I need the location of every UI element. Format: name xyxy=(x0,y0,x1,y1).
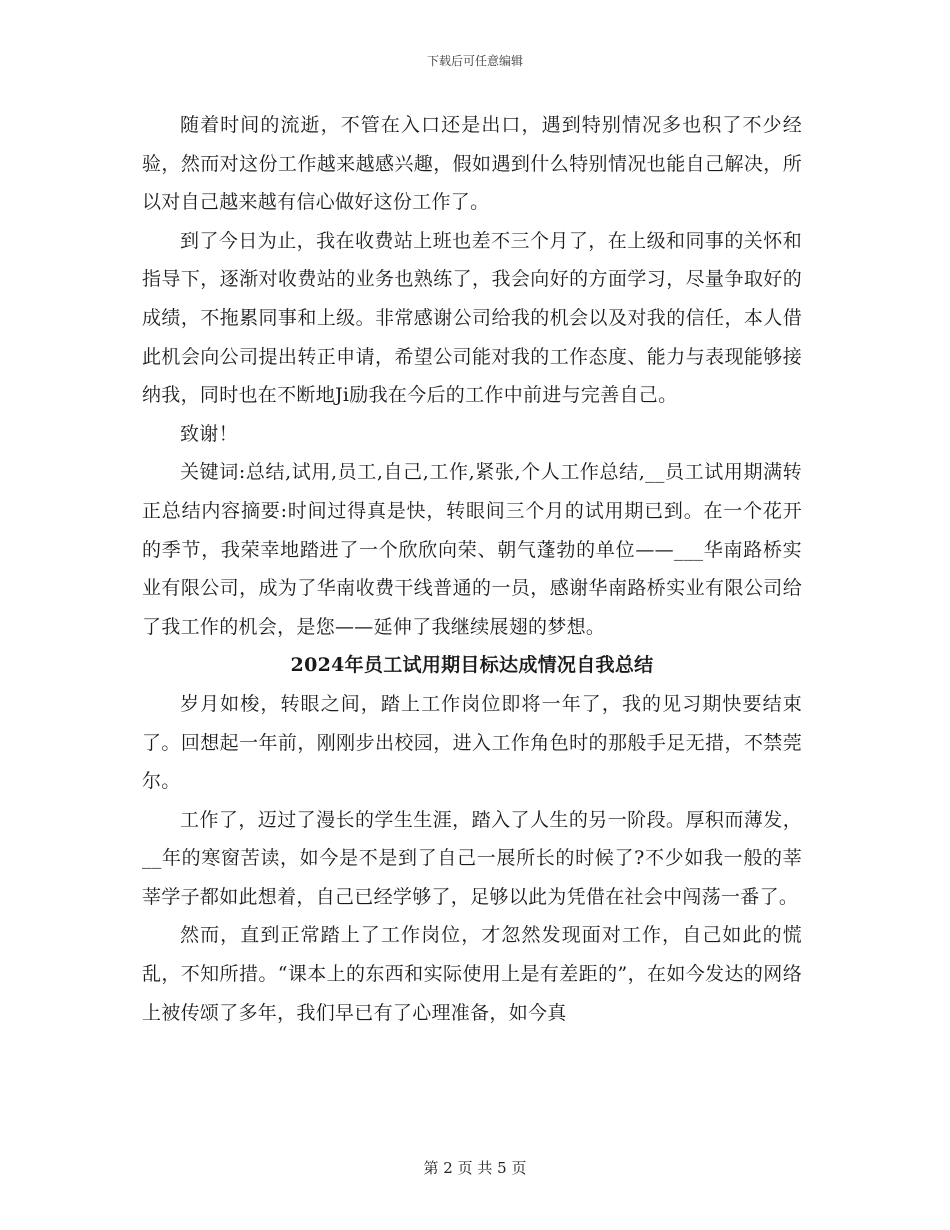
section-title: 2024年员工试用期目标达成情况自我总结 xyxy=(290,654,654,677)
page-header-note: 下载后可任意编辑 xyxy=(426,54,523,68)
keywords-paragraph: 关键词:总结,试用,员工,自己,工作,紧张,个人工作总结,__员工试用期满转正总结内容摘要:时间过得真是快，转眼间三个月的试用期已到。在一个花开的季节，我荣幸地踏进了一个欣欣向荣、朝气蓬勃的单位——___华南路桥实业有限公司，成为了华南收费干线普通的一员，感谢华南路桥实业有限公司给了我工作的机会，是您——延伸了我继续展翅的梦想。 xyxy=(142,461,802,638)
body-paragraph: 岁月如梭，转眼之间，踏上工作岗位即将一年了，我的见习期快要结束了。回想起一年前，刚刚步出校园，进入工作角色时的那般手足无措，不禁莞尔。 xyxy=(142,692,802,793)
body-paragraph: 工作了，迈过了漫长的学生生涯，踏入了人生的另一阶段。厚积而薄发，__年的寒窗苦读，如今是不是到了自己一展所长的时候了?不少如我一般的莘莘学子都如此想着，自己已经学够了，足够以此为凭借在社会中闯荡一番了。 xyxy=(142,808,802,908)
body-paragraph: 然而，直到正常踏上了工作岗位，才忽然发现面对工作，自己如此的慌乱，不知所措。“课本上的东西和实际使用上是有差距的”，在如今发达的网络上被传颂了多年，我们早已有了心理准备，如今真 xyxy=(142,924,802,1024)
body-paragraph: 到了今日为止，我在收费站上班也差不三个月了，在上级和同事的关怀和指导下，逐渐对收费站的业务也熟练了，我会向好的方面学习，尽量争取好的成绩，不拖累同事和上级。非常感谢公司给我的机会以及对我的信任，本人借此机会向公司提出转正申请，希望公司能对我的工作态度、能力与表现能够接纳我，同时也在不断地Ji励我在今后的工作中前进与完善自己。 xyxy=(142,229,802,407)
body-paragraph: 随着时间的流逝，不管在入口还是出口，遇到特别情况多也积了不少经验，然而对这份工作越来越感兴趣，假如遇到什么特别情况也能自己解决，所以对自己越来越有信心做好这份工作了。 xyxy=(142,114,802,214)
page-number: 第 2 页 共 5 页 xyxy=(423,1159,527,1177)
closing-thanks: 致谢！ xyxy=(180,422,238,445)
document-body xyxy=(142,106,802,1032)
